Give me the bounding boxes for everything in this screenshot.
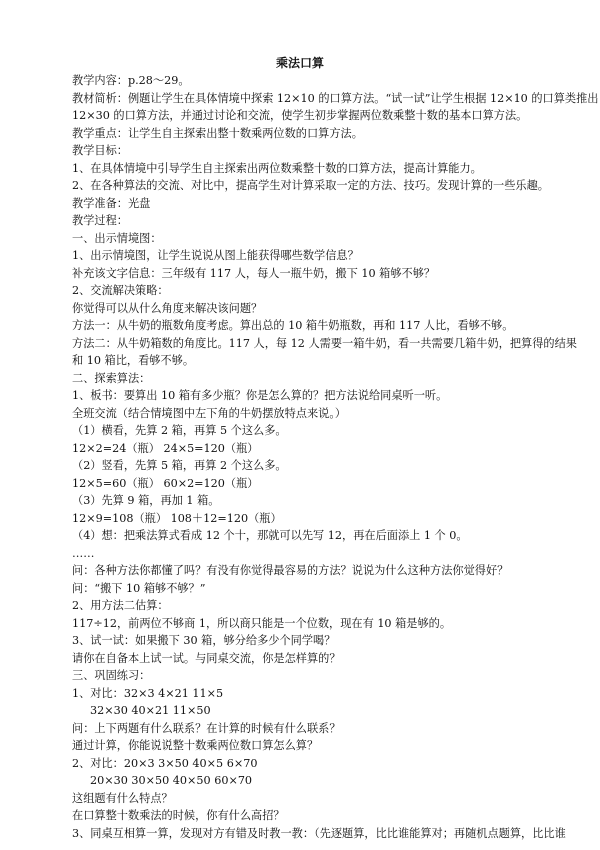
equation-line: 12×9=108（瓶） 108＋12=120（瓶） <box>72 511 282 525</box>
text-line: 补充该文字信息：三年级有 117 人，每人一瓶牛奶，搬下 10 箱够不够？ <box>72 266 436 280</box>
text-line: 问：上下两题有什么联系？在计算的时候有什么联系？ <box>72 721 341 735</box>
text-line: 你觉得可以从什么角度来解决该问题？ <box>72 301 263 315</box>
text-line: 2、在各种算法的交流、对比中，提高学生对计算采取一定的方法、技巧。发现计算的一些乐趣。 <box>72 179 549 192</box>
text-line: 教学过程： <box>72 214 128 227</box>
text-line: 全班交流（结合情境图中左下角的牛奶摆放特点来说。） <box>72 406 347 420</box>
text-line: 请你在自备本上试一试。与同桌交流，你是怎样算的？ <box>72 651 341 665</box>
text-line: 12×30 的口算方法，并通过讨论和交流，使学生初步掌握两位数乘整十数的基本口算方法。 <box>72 109 528 122</box>
text-line: 教材简析：例题让学生在具体情境中探索 12×10 的口算方法。“试一试”让学生根据 12×10 的口算类推出 <box>72 91 599 105</box>
text-line: 问：“搬下 10 箱够不够？” <box>72 581 206 595</box>
section-heading: 一、出示情境图： <box>72 231 162 245</box>
text-line: 方法一：从牛奶的瓶数角度考虑。算出总的 10 箱牛奶瓶数，再和 117 人比，看够不够。 <box>72 319 514 332</box>
text-line: （2）竖看，先算 5 箱，再算 2 个这么多。 <box>72 459 287 472</box>
section-heading: 二、探索算法： <box>72 371 151 385</box>
text-line: （4）想：把乘法算式看成 12 个十，那就可以先写 12，再在后面添上 1 个 0。 <box>72 529 468 542</box>
text-line: 教学准备：光盘 <box>72 196 151 210</box>
text-line: 2、用方法二估算： <box>72 599 169 612</box>
text-line: 3、试一试：如果搬下 30 箱，够分给多少个同学喝？ <box>72 634 336 647</box>
text-line: 教学内容：p.28～29。 <box>72 74 190 87</box>
equation-line: 12×5=60（瓶） 60×2=120（瓶） <box>72 476 259 490</box>
text-line: 这组题有什么特点？ <box>72 791 173 805</box>
text-line: （1）横看，先算 2 箱，再算 5 个这么多。 <box>72 424 287 437</box>
exercise-line: 2、对比：20×3 3×50 40×5 6×70 <box>72 756 258 770</box>
text-line: 教学重点：让学生自主探索出整十数乘两位数的口算方法。 <box>72 126 363 140</box>
text-line: 通过计算，你能说说整十数乘两位数口算怎么算？ <box>72 739 319 752</box>
text-line: （3）先算 9 箱，再加 1 箱。 <box>72 494 220 507</box>
text-line: 问：各种方法你都懂了吗？有没有你觉得最容易的方法？说说为什么这种方法你觉得好？ <box>72 564 509 577</box>
exercise-line: 20×30 30×50 40×50 60×70 <box>90 774 253 787</box>
text-line: 在口算整十数乘法的时候，你有什么高招？ <box>72 809 285 822</box>
page-title: 乘法口算 <box>275 56 324 70</box>
text-line: 3、同桌互相算一算，发现对方有错及时教一教：（先逐题算，比比谁能算对；再随机点题算，比比谁 <box>72 826 566 840</box>
ellipsis-line: …… <box>72 546 95 560</box>
text-line: 1、出示情境图，让学生说说从图上能获得哪些数学信息？ <box>72 249 359 262</box>
text-line: 1、在具体情境中引导学生自主探索出两位数乘整十数的口算方法，提高计算能力。 <box>72 161 482 175</box>
text-line: 和 10 箱比，看够不够。 <box>72 354 195 367</box>
exercise-line: 1、对比：32×3 4×21 11×5 <box>72 686 224 700</box>
text-line: 教学目标： <box>72 144 128 157</box>
text-line: 方法二：从牛奶箱数的角度比。117 人，每 12 人需要一箱牛奶，看一共需要几箱牛奶，把算得的结果 <box>72 336 577 350</box>
text-line: 1、板书：要算出 10 箱有多少瓶？你是怎么算的？把方法说给同桌听一听。 <box>72 389 448 402</box>
text-line: 117÷12，前两位不够商 1，所以商只能是一个位数，现在有 10 箱是够的。 <box>72 616 452 630</box>
equation-line: 12×2=24（瓶） 24×5=120（瓶） <box>72 441 259 455</box>
text-line: 2、交流解决策略： <box>72 284 169 297</box>
section-heading: 三、巩固练习： <box>72 669 151 682</box>
exercise-line: 32×30 40×21 11×50 <box>90 704 211 717</box>
